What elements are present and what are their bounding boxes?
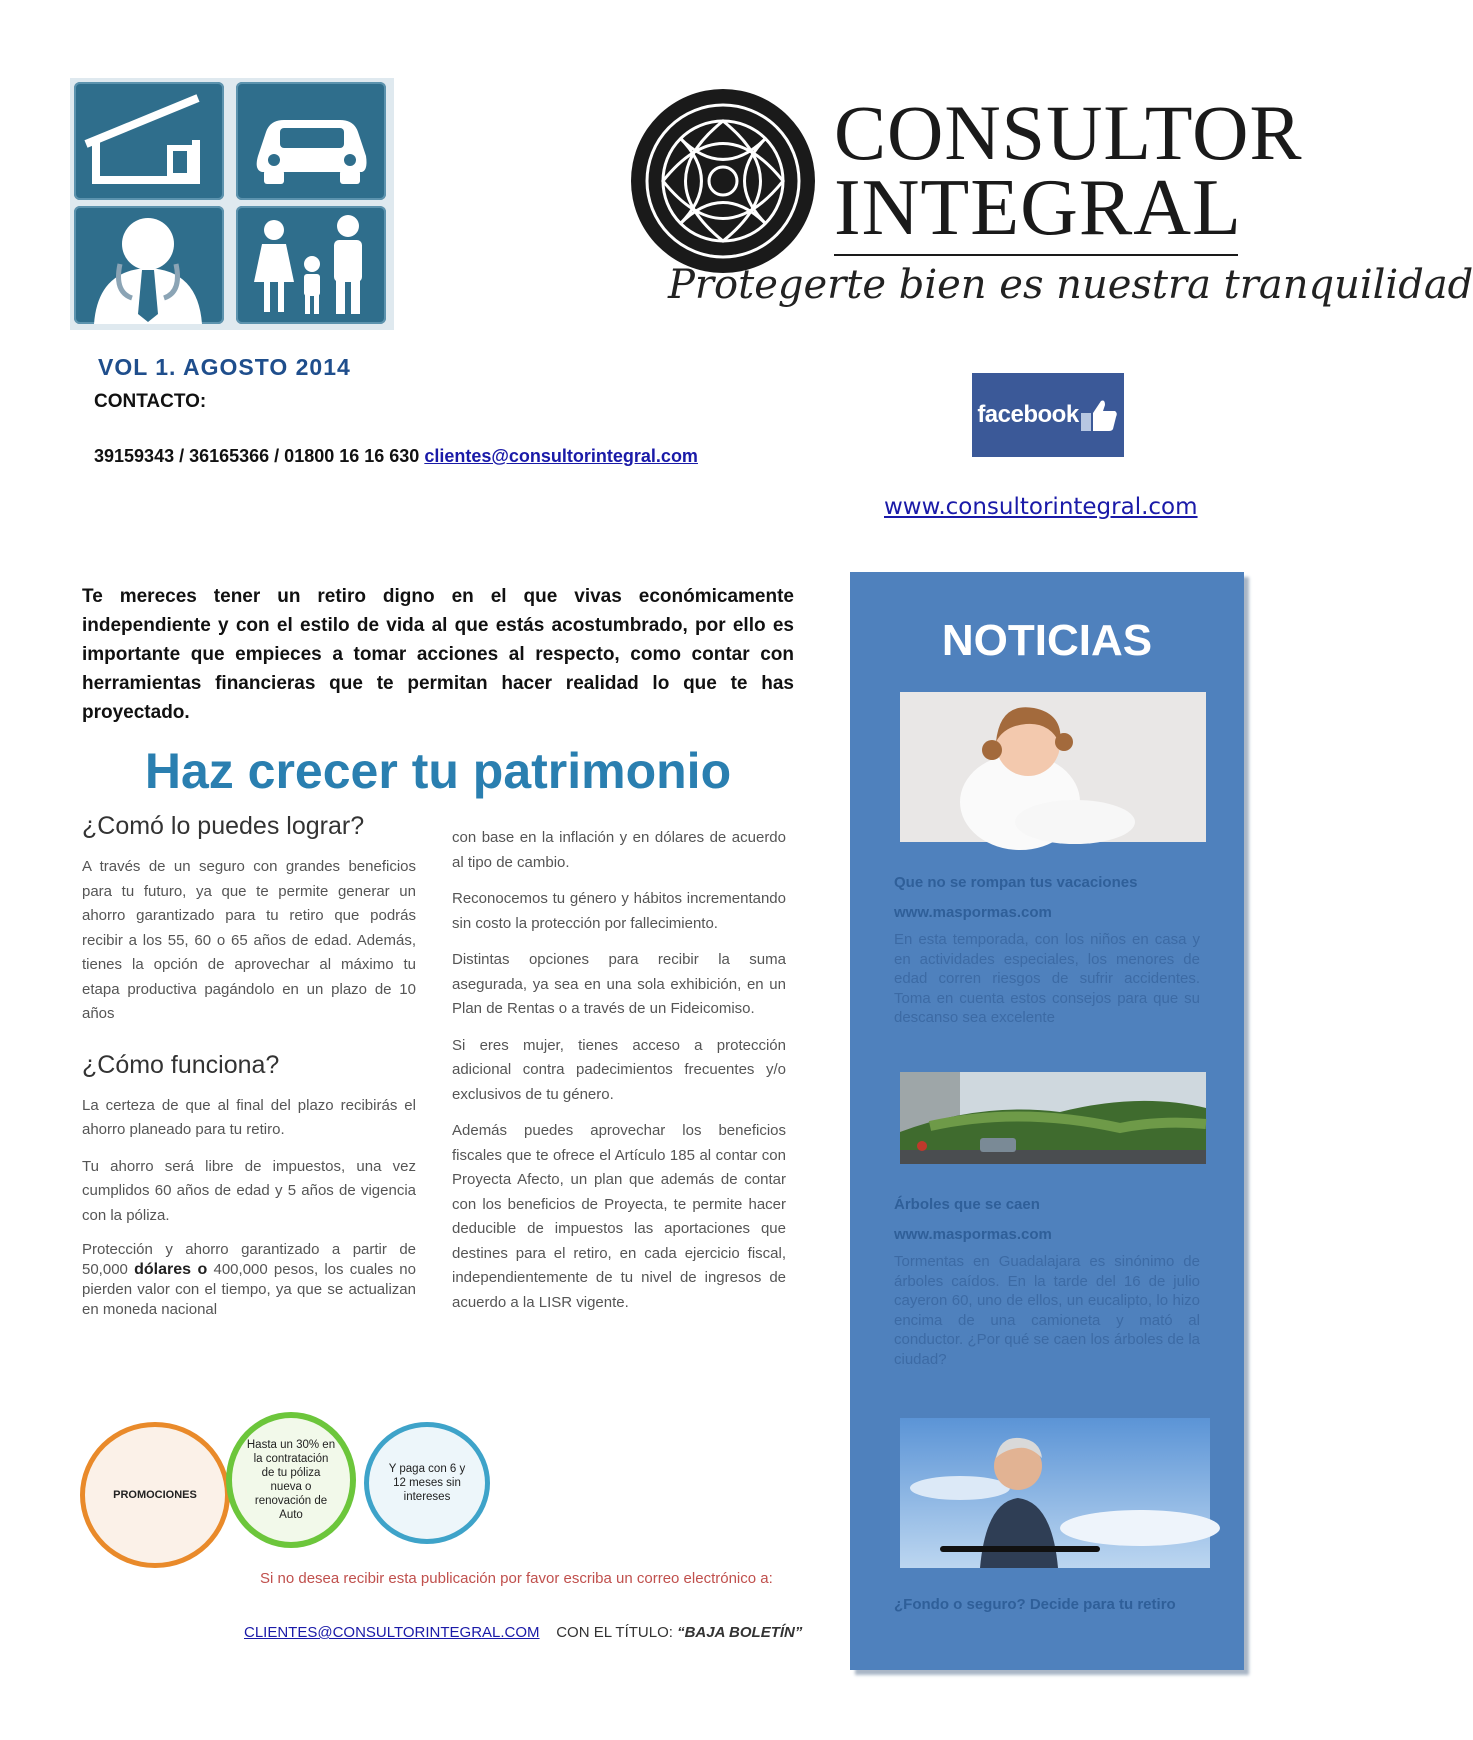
car-icon (236, 82, 386, 200)
facebook-label: facebook (977, 401, 1079, 428)
contact-line (94, 446, 698, 467)
news-item-1-title[interactable]: Que no se rompan tus vacaciones (894, 874, 1138, 891)
issue-label: VOL 1. AGOSTO 2014 (98, 354, 351, 380)
promo-label: PROMOCIONES (113, 1489, 197, 1501)
news-item-2-site[interactable]: www.maspormas.com (894, 1226, 1052, 1243)
section-heading-how-to: ¿Comó lo puedes lograr? (82, 812, 365, 840)
intro-paragraph: Te mereces tener un retiro digno en el que vivas económicamente independiente y con el estilo de vida al que estás acostumbrado, por ello es importante que empieces a tomar acciones al respecto, como contar con herramientas financieras que te permitan hacer realidad lo que te has proyectado. (82, 586, 794, 723)
news-item-1-body: En esta temporada, con los niños en casa y en actividades especiales, los menores de edad corren riesgos de sufrir accidentes. Toma en cuenta estos consejos para que su descanso sea excelente (894, 931, 1200, 1026)
paragraph: Si eres mujer, tienes acceso a protección adicional contra padecimientos frecuentes y/o exclusivos de tu género. (452, 1036, 786, 1103)
section-heading-how-works: ¿Cómo funciona? (82, 1050, 280, 1079)
paragraph: La certeza de que al final del plazo recibirás el ahorro planeado para tu retiro. (82, 1096, 416, 1138)
logo-tagline: Protegerte bien es nuestra tranquilidad (668, 262, 1473, 308)
column-1-text-2 (82, 1094, 416, 1321)
main-headline: Haz crecer tu patrimonio (144, 743, 732, 799)
paragraph: Reconocemos tu género y hábitos incrementando sin costo la protección por fallecimiento. (452, 890, 786, 932)
family-icon (236, 206, 386, 324)
man-cycling-photo (900, 1418, 1210, 1568)
promo-label-circle (80, 1422, 230, 1568)
news-item-1-site[interactable]: www.maspormas.com (894, 904, 1052, 921)
consultor-integral-logo (628, 86, 1473, 336)
promo-offer-circle (226, 1412, 356, 1548)
paragraph: A través de un seguro con grandes beneficios para tu futuro, ya que te permite generar un ahorro garantizado para tu retiro que podrás recibir a los 55, 60 o 65 años de edad. Además, tienes la opción de aprovechar al máximo tu etapa productiva pagándolo en un plazo de 10 años (82, 858, 416, 1022)
thumbs-up-icon (1079, 397, 1119, 433)
website-link[interactable]: www.consultorintegral.com (884, 494, 1198, 520)
contact-label: CONTACTO: (94, 391, 207, 412)
contact-phones: 39159343 / 36165366 / 01800 16 16 630 (94, 446, 420, 466)
logo-word-integral: INTEGRAL (834, 164, 1242, 252)
paragraph (82, 1240, 416, 1320)
services-icon-grid (70, 78, 394, 330)
unsubscribe-title-value: “BAJA BOLETÍN” (677, 1624, 803, 1641)
unsubscribe-title-prefix: CON EL TÍTULO: (556, 1624, 673, 1641)
paragraph: con base en la inflación y en dólares de acuerdo al tipo de cambio. (452, 829, 786, 871)
unsubscribe-text: Si no desea recibir esta publicación por favor escriba un correo electrónico a: (260, 1570, 773, 1587)
column-1-text (82, 855, 416, 1027)
house-icon (74, 82, 224, 200)
paragraph: Además puedes aprovechar los beneficios fiscales que te ofrece el Artículo 185 al contar con Proyecta Afecto, un plan que además de contar con los beneficios de Proyecta, te permite hacer deducible de impuestos las aportaciones que destines para el retiro, en cada ejercicio fiscal, independientemente de tu nivel de ingresos de acuerdo a la LISR vigente. (452, 1122, 786, 1311)
news-item-3-title[interactable]: ¿Fondo o seguro? Decide para tu retiro (894, 1596, 1176, 1613)
logo-word-consultor: CONSULTOR (834, 89, 1303, 176)
news-item-2-body: Tormentas en Guadalajara es sinónimo de árboles caídos. En la tarde del 16 de julio cayeron 60, uno de ellos, un eucalipto, lo hizo encima de una camioneta y mató al conductor. ¿Por qué se caen los árboles de la ciudad? (894, 1253, 1200, 1368)
girl-photo (900, 692, 1206, 842)
contact-email-link[interactable]: clientes@consultorintegral.com (424, 446, 698, 466)
article-column-1 (82, 812, 416, 1332)
news-sidebar (850, 572, 1244, 1670)
fallen-trees-photo (900, 1072, 1206, 1164)
unsubscribe-instructions (244, 1624, 802, 1641)
news-title: NOTICIAS (941, 616, 1153, 665)
promotions-graphic (80, 1412, 510, 1562)
bold-text-run: dólares o (134, 1261, 208, 1278)
text-run: 400,000 pesos, los cuales no pierden valor con el tiempo, ya que se actualizan en moneda nacional (82, 1261, 416, 1318)
facebook-like-button[interactable] (972, 373, 1124, 457)
celtic-knot-emblem (628, 86, 818, 276)
unsubscribe-email-link[interactable]: CLIENTES@CONSULTORINTEGRAL.COM (244, 1624, 540, 1641)
logo-rule (834, 254, 1238, 256)
paragraph: Distintas opciones para recibir la suma asegurada, ya sea en una sola exhibición, en un Plan de Rentas o a través de un Fideicomiso. (452, 951, 786, 1017)
promo-payment-circle (364, 1422, 490, 1544)
promo-payment: Y paga con 6 y 12 meses sin intereses (388, 1463, 466, 1503)
promo-offer: Hasta un 30% en la contratación de tu póliza nueva o renovación de Auto (246, 1439, 336, 1521)
news-item-2-title[interactable]: Árboles que se caen (894, 1196, 1040, 1213)
article-column-2 (452, 826, 786, 1327)
paragraph: Tu ahorro será libre de impuestos, una vez cumplidos 60 años de edad y 5 años de vigencia con la póliza. (82, 1157, 416, 1224)
doctor-icon (74, 206, 224, 324)
text-run: Protección y ahorro garantizado a partir de 50,000 (82, 1241, 416, 1278)
